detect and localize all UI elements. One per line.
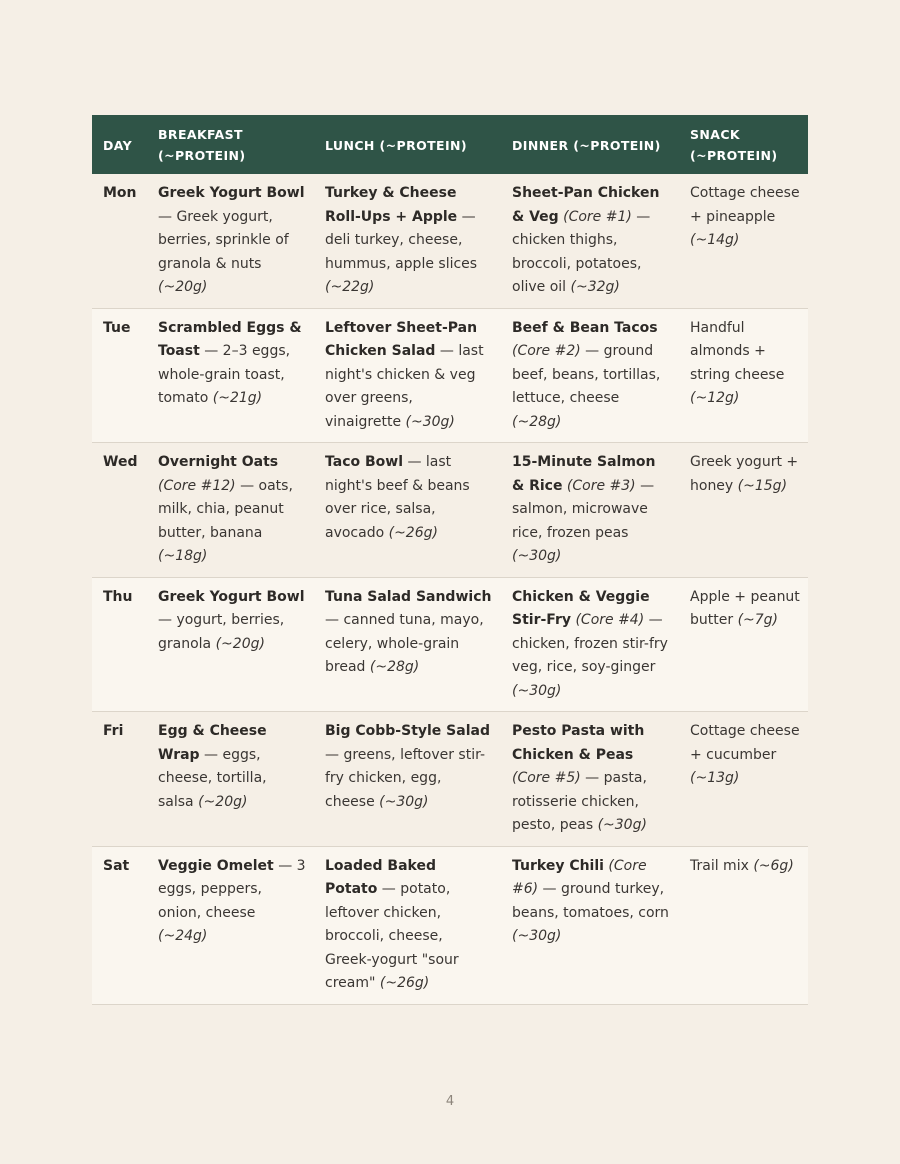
meal-name: Overnight Oats <box>158 454 279 470</box>
day-cell: Sat <box>103 857 130 874</box>
meal-description: — deli turkey, cheese, hummus, apple slices <box>325 208 478 272</box>
meal-description: — potato, leftover chicken, broccoli, cheese, Greek-yogurt "sour cream" <box>325 881 459 991</box>
meal-name: Egg & Cheese Wrap <box>158 723 267 763</box>
protein-amount: (~6g) <box>753 857 794 874</box>
snack-cell <box>679 846 808 1004</box>
table-row <box>92 846 808 1004</box>
protein-amount: (~21g) <box>212 390 263 406</box>
header-breakfast <box>147 115 314 174</box>
meal-description: — last night's beef & beans over rice, salsa, avocado <box>325 454 470 541</box>
meal-name: Chicken & Veggie Stir-Fry <box>512 588 650 628</box>
snack-cell <box>679 577 808 712</box>
protein-amount: (~26g) <box>388 524 438 541</box>
meal-plan-table-container <box>92 115 808 1005</box>
meal-name: Sheet-Pan Chicken & Veg <box>512 185 660 225</box>
dinner-cell <box>501 443 679 578</box>
protein-amount: (~20g) <box>198 793 248 810</box>
table-row <box>92 577 808 712</box>
protein-amount: (~15g) <box>737 477 788 494</box>
protein-amount: (~30g) <box>512 928 562 944</box>
protein-amount: (~12g) <box>690 390 740 406</box>
protein-amount: (~32g) <box>570 279 620 295</box>
header-breakfast-line1: BREAKFAST <box>158 127 243 142</box>
dinner-cell <box>501 846 679 1004</box>
lunch-cell <box>314 712 501 847</box>
table-row <box>92 443 808 578</box>
snack-cell <box>679 443 808 578</box>
meal-description: — chicken, frozen stir-fry veg, rice, soy-ginger <box>512 612 668 675</box>
day-cell: Fri <box>103 723 124 739</box>
meal-description: — canned tuna, mayo, celery, whole-grain bread <box>325 612 484 675</box>
meal-name: Leftover Sheet-Pan Chicken Salad <box>325 319 478 359</box>
meal-description: — 3 eggs, peppers, onion, cheese <box>158 857 306 921</box>
snack-description: Cottage cheese + cucumber <box>690 723 800 763</box>
core-ref: (Core #4) <box>571 612 645 628</box>
core-ref: (Core #12) <box>158 477 236 494</box>
page-number: 4 <box>445 1094 455 1109</box>
meal-description: — salmon, microwave rice, frozen peas <box>512 477 655 541</box>
meal-name: Veggie Omelet <box>158 857 274 874</box>
dinner-cell <box>501 577 679 712</box>
meal-description: — chicken thighs, broccoli, potatoes, olive oil <box>512 208 651 295</box>
core-ref: (Core #2) <box>512 343 581 359</box>
meal-name: Greek Yogurt Bowl <box>158 588 305 605</box>
meal-name: Scrambled Eggs & Toast <box>158 319 302 359</box>
meal-description: — yogurt, berries, granola <box>158 612 285 652</box>
meal-name: Turkey & Cheese Roll-Ups + Apple <box>325 185 458 225</box>
meal-description: — ground turkey, beans, tomatoes, corn <box>512 881 669 921</box>
protein-amount: (~24g) <box>158 928 208 944</box>
breakfast-cell <box>147 443 314 578</box>
day-cell: Thu <box>103 588 133 605</box>
header-breakfast-line2: (~PROTEIN) <box>158 148 246 163</box>
snack-description: Cottage cheese + pineapple <box>690 185 800 225</box>
protein-amount: (~22g) <box>325 279 375 295</box>
meal-description: — greens, leftover stir-fry chicken, egg, cheese <box>325 746 486 810</box>
protein-amount: (~20g) <box>215 635 265 652</box>
day-cell: Tue <box>103 319 131 336</box>
meal-description: — oats, milk, chia, peanut butter, banana <box>158 477 293 541</box>
protein-amount: (~30g) <box>379 793 429 810</box>
lunch-cell <box>314 846 501 1004</box>
meal-name: Loaded Baked Potato <box>325 857 436 897</box>
breakfast-cell <box>147 712 314 847</box>
table-row <box>92 174 808 308</box>
header-day: DAY <box>103 137 133 153</box>
table-row <box>92 712 808 847</box>
meal-name: Greek Yogurt Bowl <box>158 185 305 201</box>
table-row <box>92 308 808 443</box>
meal-description: — eggs, cheese, tortilla, salsa <box>158 746 267 810</box>
header-snack-line2: (~PROTEIN) <box>690 148 778 163</box>
breakfast-cell <box>147 846 314 1004</box>
dinner-cell <box>501 308 679 443</box>
snack-cell <box>679 308 808 443</box>
meal-name: Beef & Bean Tacos <box>512 319 658 336</box>
lunch-cell <box>314 308 501 443</box>
snack-description: Trail mix <box>690 857 754 874</box>
meal-description: — 2–3 eggs, whole-grain toast, tomato <box>158 343 291 406</box>
meal-description: — ground beef, beans, tortillas, lettuce, cheese <box>512 343 661 406</box>
protein-amount: (~26g) <box>379 975 430 991</box>
table-body <box>92 174 808 1004</box>
protein-amount: (~20g) <box>158 279 208 295</box>
meal-description: — Greek yogurt, berries, sprinkle of granola & nuts <box>158 208 289 272</box>
snack-description: Apple + peanut butter <box>690 588 800 628</box>
lunch-cell <box>314 443 501 578</box>
protein-amount: (~30g) <box>512 548 562 564</box>
dinner-cell <box>501 712 679 847</box>
day-cell: Wed <box>103 454 138 470</box>
core-ref: (Core #1) <box>558 208 632 225</box>
core-ref: (Core #6) <box>512 857 647 897</box>
meal-name: 15-Minute Salmon & Rice <box>512 454 656 494</box>
meal-description: — pasta, rotisserie chicken, pesto, peas <box>512 770 647 833</box>
lunch-cell <box>314 174 501 308</box>
meal-name: Pesto Pasta with Chicken & Peas <box>512 723 645 763</box>
protein-amount: (~13g) <box>690 770 740 786</box>
header-lunch: LUNCH (~PROTEIN) <box>325 137 468 153</box>
header-dinner: DINNER (~PROTEIN) <box>512 137 661 153</box>
protein-amount: (~30g) <box>405 413 455 430</box>
meal-name: Turkey Chili <box>512 857 604 874</box>
day-cell: Mon <box>103 185 137 201</box>
breakfast-cell <box>147 308 314 443</box>
header-snack <box>679 115 808 174</box>
meal-name: Tuna Salad Sandwich <box>325 588 492 605</box>
protein-amount: (~14g) <box>690 232 740 248</box>
protein-amount: (~7g) <box>737 612 779 628</box>
snack-description: Handful almonds + string cheese <box>690 319 785 383</box>
snack-description: Greek yogurt + honey <box>690 454 799 494</box>
meal-plan-table <box>92 115 808 1005</box>
dinner-cell <box>501 174 679 308</box>
core-ref: (Core #5) <box>512 770 581 786</box>
header-snack-line1: SNACK <box>690 127 740 142</box>
table-header-row <box>92 115 808 174</box>
protein-amount: (~30g) <box>597 817 647 833</box>
breakfast-cell <box>147 174 314 308</box>
lunch-cell <box>314 577 501 712</box>
snack-cell <box>679 712 808 847</box>
meal-name: Big Cobb-Style Salad <box>325 723 490 739</box>
meal-description: — last night's chicken & veg over greens, vinaigrette <box>325 343 484 430</box>
meal-name: Taco Bowl <box>325 454 404 470</box>
protein-amount: (~28g) <box>369 659 420 675</box>
breakfast-cell <box>147 577 314 712</box>
snack-cell <box>679 174 808 308</box>
protein-amount: (~30g) <box>512 682 562 699</box>
protein-amount: (~18g) <box>158 548 208 564</box>
protein-amount: (~28g) <box>512 413 562 430</box>
core-ref: (Core #3) <box>562 477 636 494</box>
